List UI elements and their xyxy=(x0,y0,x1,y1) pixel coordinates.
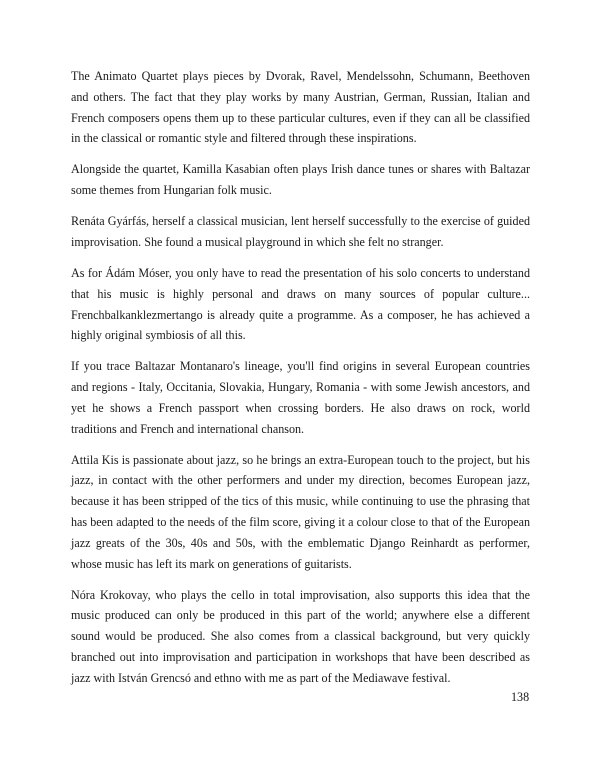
page-number: 138 xyxy=(511,690,530,704)
paragraph-adam-moser: As for Ádám Móser, you only have to read the presentation of his solo concerts to understand that his music is highly personal and draws on many sources of popular culture... Frenchbalkanklezmertango is already quite a programme. As a composer, he has achieved a highly original symbiosis of all this. xyxy=(71,265,530,343)
paragraph-baltazar-montanaro: If you trace Baltazar Montanaro's lineage, you'll find origins in several European countries and regions - Italy, Occitania, Slovakia, Hungary, Romania - with some Jewish ancestors, and yet he shows a French passport when crossing borders. He also draws on rock, world traditions and French and international chanson. xyxy=(71,359,530,436)
paragraph-attila-kis: Attila Kis is passionate about jazz, so he brings an extra-European touch to the project, but his jazz, in contact with the other performers and under my direction, becomes European jazz, because it has been stripped of the tics of this music, while continuing to use the phrasing that has been adapted to the needs of the film score, giving it a colour close to that of the European jazz greats of the 30s, 40s and 50s, with the emblematic Django Reinhardt as performer, whose music has left its mark on generations of guitarists. xyxy=(71,452,530,571)
paragraph-renata-gyarfas: Renáta Gyárfás, herself a classical musician, lent herself successfully to the exercise of guided improvisation. She found a musical playground in which she felt no stranger. xyxy=(71,214,530,249)
document-body xyxy=(71,66,530,699)
paragraph-kamilla-kasabian: Alongside the quartet, Kamilla Kasabian often plays Irish dance tunes or shares with Baltazar some themes from Hungarian folk music. xyxy=(71,162,530,198)
paragraph-animato-quartet: The Animato Quartet plays pieces by Dvorak, Ravel, Mendelssohn, Schumann, Beethoven and others. The fact that they play works by many Austrian, German, Russian, Italian and French composers opens them up to these particular cultures, even if they can all be classified in the classical or romantic style and filtered through these inspirations. xyxy=(71,69,530,146)
paragraph-nora-krokovay: Nóra Krokovay, who plays the cello in total improvisation, also supports this idea that the music produced can only be produced in this part of the world; anywhere else a different sound would be produced. She also comes from a classical background, but very quickly branched out into improvisation and participation in workshops that have been described as jazz with István Grencsó and ethno with me as part of the Mediawave festival. xyxy=(71,587,530,685)
